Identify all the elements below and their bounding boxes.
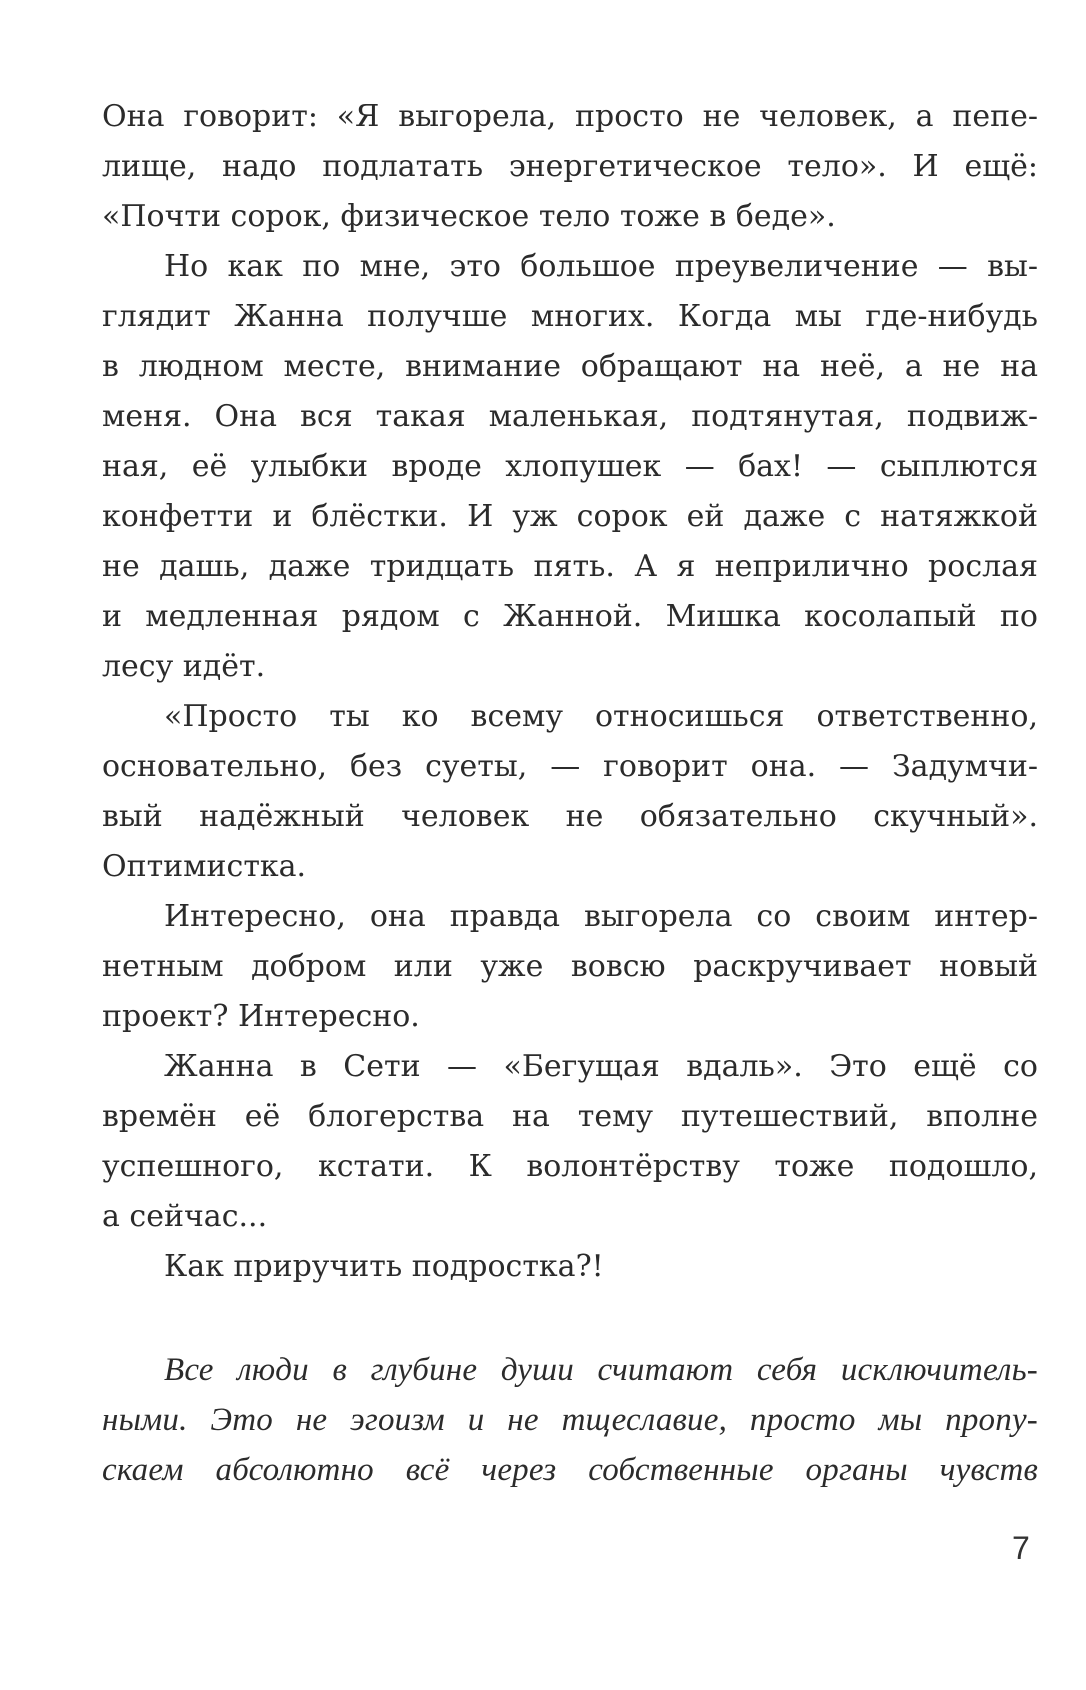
text-line: Интересно, она правда выгорела со своим интер- (164, 899, 1038, 934)
text-line: времён её блогерства на тему путешествий, вполне (102, 1099, 1038, 1134)
text-line: в людном месте, внимание обращают на неё, а не на (102, 349, 1038, 384)
text-line: а сейчас... (102, 1199, 268, 1234)
book-page-body (102, 92, 1038, 1292)
paragraph-6 (102, 1242, 1038, 1292)
text-line: вый надёжный человек не обязательно скучный». (102, 799, 1038, 834)
paragraph-3 (102, 692, 1038, 892)
text-line: проект? Интересно. (102, 999, 420, 1034)
text-line: не дашь, даже тридцать пять. А я неприлично рослая (102, 549, 1038, 584)
text-line: глядит Жанна получше многих. Когда мы где-нибудь (102, 299, 1038, 334)
paragraph-4 (102, 892, 1038, 1042)
text-line: лище, надо подлатать энергетическое тело». И ещё: (102, 149, 1038, 184)
text-line: и медленная рядом с Жанной. Мишка косолапый по (102, 599, 1038, 634)
text-line: конфетти и блёстки. И уж сорок ей даже с натяжкой (102, 499, 1038, 534)
paragraph-2 (102, 242, 1038, 692)
epigraph-line: ными. Это не эгоизм и не тщеславие, просто мы пропу- (102, 1402, 1038, 1438)
text-line: Жанна в Сети — «Бегущая вдаль». Это ещё со (164, 1049, 1038, 1084)
paragraph-5 (102, 1042, 1038, 1242)
text-line: Она говорит: «Я выгорела, просто не человек, а пепе- (102, 99, 1038, 134)
text-line: успешного, кстати. К волонтёрству тоже подошло, (102, 1149, 1038, 1184)
text-line: основательно, без суеты, — говорит она. — Задумчи- (102, 749, 1038, 784)
text-line: ная, её улыбки вроде хлопушек — бах! — сыплются (102, 449, 1038, 484)
epigraph-line: скаем абсолютно всё через собственные органы чувств (102, 1452, 1038, 1488)
text-line: нетным добром или уже вовсю раскручивает новый (102, 949, 1038, 984)
text-line: Как приручить подростка?! (164, 1249, 604, 1284)
italic-epigraph (102, 1345, 1038, 1495)
text-line: Но как по мне, это большое преувеличение — вы- (164, 249, 1038, 284)
text-line: Оптимистка. (102, 849, 307, 884)
text-line: «Просто ты ко всему относишься ответственно, (164, 699, 1038, 734)
paragraph-1 (102, 92, 1038, 242)
text-line: «Почти сорок, физическое тело тоже в беде». (102, 199, 836, 234)
page-number: 7 (1012, 1530, 1030, 1566)
text-line: меня. Она вся такая маленькая, подтянутая, подвиж- (102, 399, 1038, 434)
text-line: лесу идёт. (102, 649, 266, 684)
epigraph-line: Все люди в глубине души считают себя исключитель- (164, 1352, 1038, 1388)
